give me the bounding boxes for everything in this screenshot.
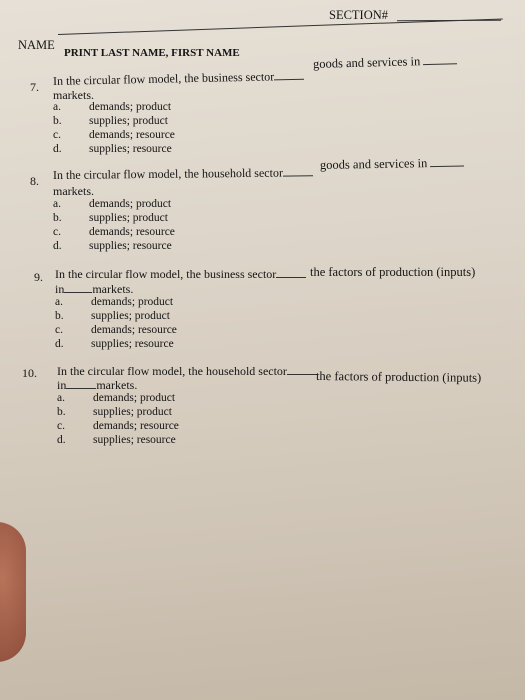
question-number: 7. — [30, 80, 39, 94]
question-line-2: in markets. — [57, 378, 138, 392]
question-line-2: markets. — [53, 88, 94, 102]
option-d: d. supplies; resource — [53, 143, 172, 155]
option-d: d. supplies; resource — [57, 434, 176, 446]
option-b: b. supplies; product — [53, 212, 168, 224]
option-a: a. demands; product — [53, 198, 172, 210]
question-stem: In the circular flow model, the household sector — [57, 364, 317, 379]
print-name-instruction: PRINT LAST NAME, FIRST NAME — [64, 47, 240, 59]
question-line-2: markets. — [53, 184, 94, 198]
option-a: a. demands; product — [55, 296, 174, 308]
question-number: 8. — [30, 174, 39, 188]
option-b: b. supplies; product — [53, 115, 168, 127]
question-stem-tail: the factors of production (inputs) — [310, 265, 476, 279]
name-label: NAME — [18, 38, 55, 52]
answer-blank — [430, 165, 464, 167]
answer-blank — [423, 63, 457, 65]
option-c: c. demands; resource — [53, 129, 175, 141]
option-a: a. demands; product — [57, 392, 176, 404]
answer-blank — [287, 374, 317, 375]
finger-photo-edge — [0, 522, 26, 662]
answer-blank — [276, 277, 306, 278]
question-line-2: in markets. — [55, 282, 134, 296]
answer-blank — [64, 292, 92, 293]
question-stem: In the circular flow model, the business sector — [55, 267, 306, 282]
option-a: a. demands; product — [53, 101, 172, 113]
option-d: d. supplies; resource — [55, 338, 174, 350]
answer-blank — [66, 388, 96, 389]
answer-blank — [283, 175, 313, 176]
option-c: c. demands; resource — [53, 226, 175, 238]
section-label: SECTION# — [329, 8, 389, 22]
option-c: c. demands; resource — [57, 420, 179, 432]
question-number: 9. — [34, 270, 43, 284]
question-number: 10. — [22, 366, 37, 380]
option-b: b. supplies; product — [57, 406, 172, 418]
question-stem-tail: goods and services in — [320, 155, 465, 173]
option-b: b. supplies; product — [55, 310, 170, 322]
option-d: d. supplies; resource — [53, 240, 172, 252]
question-stem-tail: goods and services in — [313, 53, 458, 72]
question-stem: In the circular flow model, the business sector — [53, 69, 305, 89]
question-stem-tail: the factors of production (inputs) — [315, 369, 482, 385]
option-c: c. demands; resource — [55, 324, 177, 336]
question-stem: In the circular flow model, the household sector — [53, 165, 313, 183]
answer-blank — [274, 79, 304, 81]
